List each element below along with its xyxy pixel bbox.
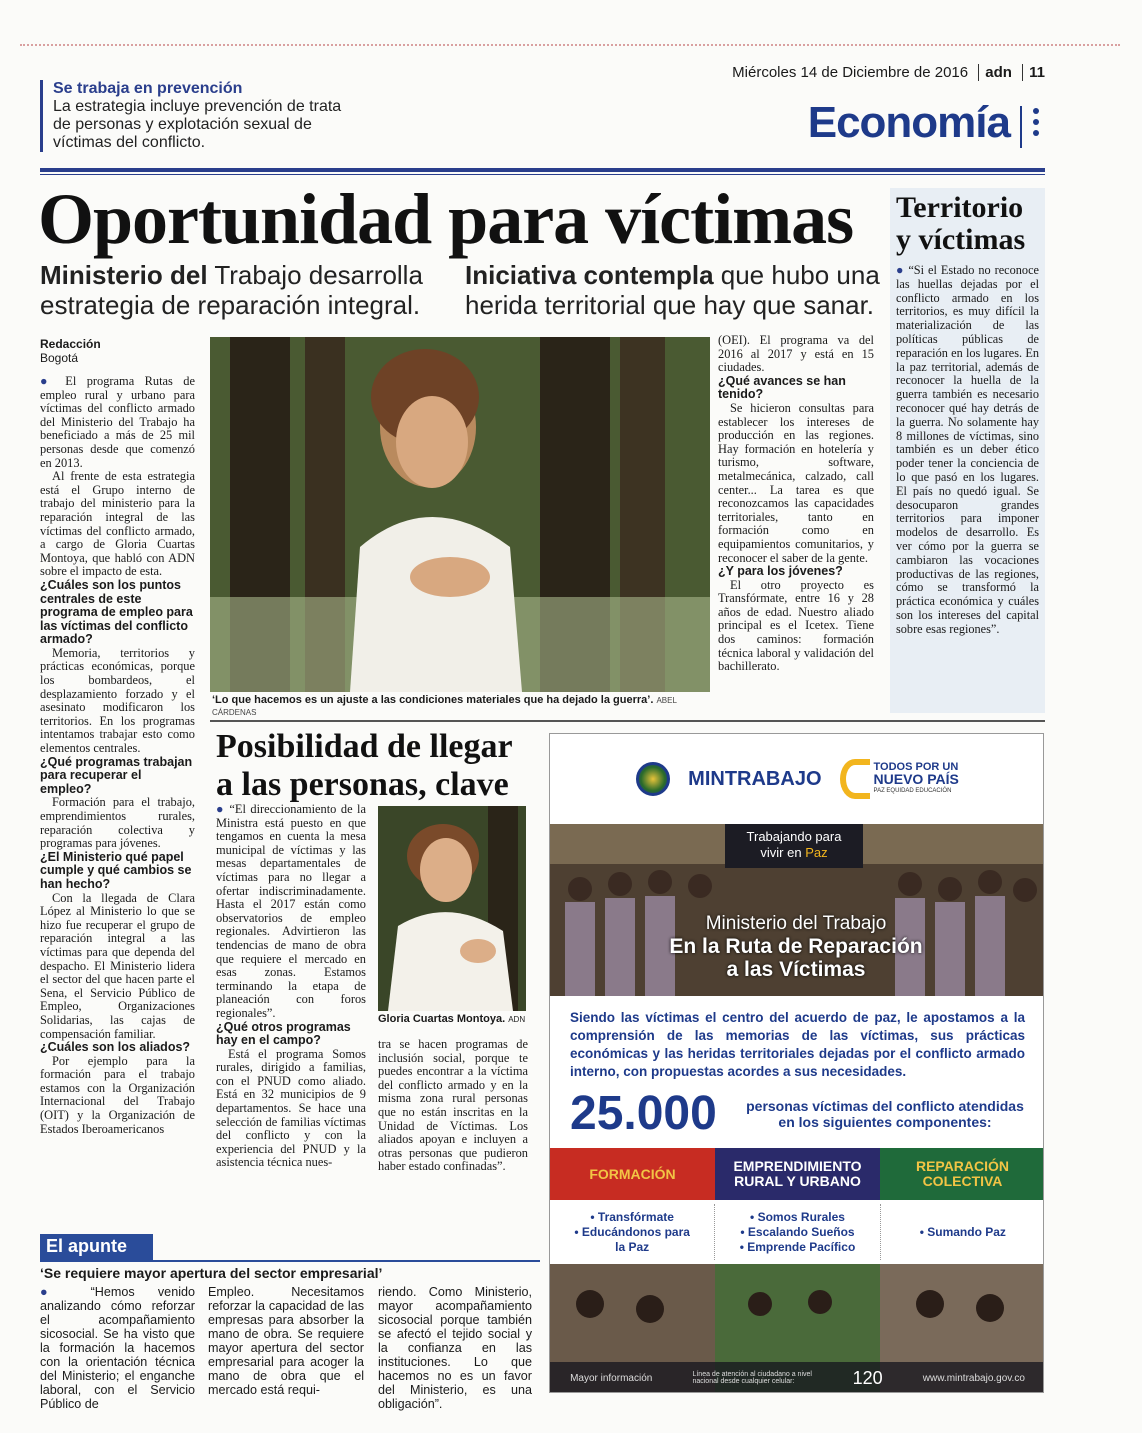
list-item: • Emprende Pacífico — [739, 1239, 856, 1254]
apunte-title: ‘Se requiere mayor apertura del sector empresarial’ — [40, 1265, 383, 1281]
deck-left — [40, 260, 440, 320]
interview-question: ¿Y para los jóvenes? — [718, 564, 843, 579]
headline: Oportunidad para víctimas — [38, 179, 854, 259]
sidebar-body — [896, 264, 1039, 637]
interview-question: ¿Qué programas trabajan para recuperar el empleo? — [40, 754, 193, 796]
mintrabajo-ad — [549, 733, 1044, 1393]
paragraph: Memoria, territorios y prácticas económicas, porque los bombardeos, el desplazamiento forzado y el asesinato modificaron los territorios. En los programas intentamos trabajar esto como elementos centrales. — [40, 645, 195, 756]
apunte-rule — [40, 1260, 540, 1262]
overlay-line2: En la Ruta de Reparación — [669, 935, 923, 958]
paragraph: Al frente de esta estrategia está el Grupo interno de trabajo del ministerio para la reparación integral de las víctimas del conflicto armado, a cargo de Gloria Cuartas Montoya, que habló con ADN sobre el impacto de esta. — [40, 469, 195, 579]
page-number: 11 — [1029, 64, 1045, 81]
portrait-photo — [378, 806, 526, 1011]
overlay-line3: a las Víctimas — [726, 958, 866, 981]
teaser-body: La estrategia incluye prevención de trata de personas y explotación sexual de víctimas del conflicto. — [53, 98, 342, 151]
ad-number-text: personas víctimas del conflicto atendidas en los siguientes componentes: — [746, 1098, 1024, 1130]
np-big: NUEVO PAÍS — [873, 771, 959, 787]
interview-question: ¿El Ministerio qué papel cumple y qué cambios se han hecho? — [40, 849, 192, 891]
byline-name: Redacción — [40, 337, 101, 351]
main-photo-caption — [212, 694, 712, 718]
paragraph: El otro proyecto es Transfórmate, entre 16 y 28 años de edad. Nuestro aliado principal es el Icetex. Tiene dos caminos: formación técnica laboral y validación del bachillerato. — [718, 577, 874, 674]
top-rule — [40, 168, 1045, 172]
paper-logo: adn — [985, 64, 1012, 81]
ad-group-photo — [550, 824, 1044, 996]
main-photo — [210, 337, 710, 692]
ad-logos — [550, 734, 1044, 824]
ad-body-text: Siendo las víctimas el centro del acuerdo de paz, le apostamos a la comprensión de las memorias de las víctimas, sus prácticas económicas y las heridas territoriales dejadas por el conflicto armado interno, con propuestas acordes a sus necesidades. — [570, 1010, 1025, 1079]
np-tag: PAZ EQUIDAD EDUCACIÓN — [873, 788, 952, 794]
list-item: • Educándonos para — [574, 1224, 690, 1239]
sidebar-box — [890, 188, 1045, 713]
paragraph: Se hicieron consultas para establecer los intereses de producción en las regiones. Hay formación en hotelería y turismo, software, metalmecánica, calzado, call center... La tarea es que reconozcamos las capacidades territoriales, tanto en formación como en equipamientos comunitarios, y reconocer el saber de la gente. — [718, 400, 874, 565]
footer-line: Línea de atención al ciudadano a nivel nacional desde cualquier celular: — [692, 1371, 812, 1385]
article2-col-b-text: tra se hacen programas de inclusión social, porque te puedes encontrar a la víctima del conflicto armado y en la misma zona rural personas que no están inscritas en la Unidad de Víctimas. Los aliados apoyan e incluyen a otras personas que pudieron haber estado confinadas”. — [378, 1038, 528, 1174]
cat-formacion: FORMACIÓN — [550, 1148, 715, 1200]
dateline — [700, 64, 1045, 84]
portrait-caption-text: Gloria Cuartas Montoya. — [378, 1013, 506, 1025]
list-item: • Escalando Sueños — [740, 1224, 855, 1239]
np-small: TODOS POR UN — [873, 761, 959, 773]
nuevo-pais-arc-icon — [840, 759, 870, 799]
overlay-line1: Ministerio del Trabajo — [705, 913, 887, 934]
deck-right — [465, 260, 885, 320]
apunte-col1-text: “Hemos venido analizando cómo reforzar el acompañamiento sicosocial. Se ha visto que la formación la hacemos con la orientación técnica del Ministerio; el enganche laboral, con el Servicio Público de — [40, 1285, 196, 1411]
ad-brand: MINTRABAJO — [688, 767, 822, 790]
section-title: Economía — [807, 98, 1010, 147]
bullet-icon: ● — [40, 375, 66, 388]
badge-line2b: Paz — [805, 845, 828, 860]
deck-right-rest: que hubo una herida territorial que hay que sanar. — [465, 260, 880, 320]
colombia-seal-icon — [636, 762, 670, 796]
caption-credit: ABEL CÁRDENAS — [212, 696, 677, 717]
badge-line1: Trabajando para — [746, 829, 842, 844]
deck-left-rest: Trabajo desarrolla estrategia de reparación integral. — [40, 260, 423, 320]
sidebar-text: “Si el Estado no reconoce las huellas dejadas por el conflicto armado en los territorios, es muy difícil la materialización de las políticas públicas de reparación en los lugares. En la paz territorial, además de reconocer la huella de la guerra también es necesario reconocer qué hay detrás de la guerra. No solamente hay 8 millones de víctimas, sino también es un deber ético poder tener la conciencia de lo que pasó en los lugares. El país no quedó igual. Se desocuparon grandes territorios para imponer modelos de desarrollo. Es ver cómo por la guerra se cambiaron las vocaciones productivas de las regiones, cómo se transformó la práctica económica y cuáles son los intereses del capital sobre esas regiones”. — [896, 263, 1039, 636]
ad-overlay-title — [620, 912, 972, 981]
list-item: • Sumando Paz — [919, 1224, 1006, 1239]
top-rule-thin — [40, 174, 1045, 175]
section-dots-icon — [1030, 108, 1042, 148]
list-item: • Somos Rurales — [750, 1209, 845, 1224]
deck-right-bold: Iniciativa contempla — [465, 260, 714, 290]
caption-text: ‘Lo que hacemos es un ajuste a las condiciones materiales que ha dejado la guerra’. — [212, 694, 654, 706]
ad-categories — [550, 1148, 1044, 1200]
interview-question: ¿Qué otros programas hay en el campo? — [216, 1019, 351, 1048]
paragraph: Está el programa Somos rurales, dirigido a familias, con el PNUD como aliado. Está en 32 municipios de 9 departamentos. Se hace una selección de familias víctimas del conflicto y con la experiencia del PNUD y la asistencia técnica nues- — [216, 1046, 366, 1170]
teaser-title: Se trabaja en prevención — [53, 80, 243, 97]
bullet-icon: ● — [216, 803, 230, 816]
portrait-caption-credit: ADN — [508, 1015, 526, 1024]
article-column-right — [718, 334, 874, 712]
apunte-column-2: Empleo. Necesitamos reforzar la capacidad de las empresas para absorber la mano de obra. Se requiere mayor apertura del sector empresarial para acoger la mano de obra que el mercado está requi- — [208, 1285, 364, 1397]
ad-program-lists — [550, 1204, 1044, 1260]
apunte-tag: El apunte — [40, 1234, 153, 1260]
footer-number: 120 — [852, 1367, 883, 1388]
deck-left-bold: Ministerio del — [40, 260, 208, 290]
paragraph: Con la llegada de Clara López al Ministerio lo que se hizo fue recuperar el grupo de reparación integral a las víctimas para que dependa del despacho. El Ministerio lidera el sector del que hacen parte el Sena, el Servicio Público de Empleo, Organizaciones Solidarias, las cajas de compensación familiar. — [40, 890, 195, 1041]
paragraph: Formación para el trabajo, emprendimientos rurales, reparación colectiva y programas para jóvenes. — [40, 795, 195, 851]
date-text: Miércoles 14 de Diciembre de 2016 — [732, 64, 969, 81]
bullet-icon: ● — [896, 263, 909, 277]
footer-web: www.mintrabajo.gov.co — [922, 1372, 1025, 1384]
byline-city: Bogotá — [40, 351, 79, 365]
nuevo-pais-logo — [840, 759, 959, 799]
article2-column-a — [216, 803, 366, 1208]
top-decorative-dots — [20, 44, 1120, 50]
bullet-icon: ● — [40, 1285, 91, 1299]
ad-big-number: 25.000 — [570, 1087, 717, 1140]
section-divider — [1020, 106, 1022, 148]
article-column-1 — [40, 375, 195, 1215]
sidebar-title: Territorio y víctimas — [896, 191, 1026, 256]
paragraph: Por ejemplo para la formación para el trabajo estamos con la Organización Internacional del Trabajo (OIT) y la Organización de Estados Iberoamericanos — [40, 1053, 195, 1136]
badge-line2a: vivir en — [760, 845, 806, 860]
ad-footer — [550, 1362, 1044, 1393]
cat-emprendimiento: EMPRENDIMIENTO RURAL Y URBANO — [715, 1148, 880, 1200]
paragraph: ● “El direccionamiento de la Ministra está puesto en que tengamos en cuenta la mesa municipal de víctimas y las mesas departamentales de víctimas para no llegar a ofertar indiscriminadamente. Hasta el 2017 están como observatorios de empleo regionales. Advirtieron las tendencias de mano de obra que requiere el mercado en esas zonas. Estamos terminando la etapa de planeación con foros regionales”. — [216, 803, 366, 1020]
secondary-headline: Posibilidad de llegar a las personas, clave — [216, 728, 512, 803]
list-formacion — [550, 1204, 715, 1260]
cat-reparacion: REPARACIÓN COLECTIVA — [880, 1148, 1044, 1200]
article2-column-b — [378, 1038, 528, 1208]
apunte-column-1 — [40, 1285, 195, 1411]
interview-question: ¿Cuáles son los puntos centrales de este programa de empleo para las víctimas del conflicto armado? — [40, 577, 193, 647]
teaser-box — [40, 80, 360, 152]
interview-question: ¿Cuáles son los aliados? — [40, 1040, 191, 1055]
paragraph: ● El programa Rutas de empleo rural y urbano para víctimas del conflicto armado del Ministerio del Trabajo ha beneficiado a más de 25 mil personas desde que comenzó en 2013. — [40, 375, 195, 470]
interview-question: ¿Qué avances se han tenido? — [718, 373, 846, 402]
footer-label: Mayor información — [570, 1372, 653, 1384]
ad-badge — [725, 824, 863, 868]
list-item: la Paz — [615, 1239, 650, 1254]
byline — [40, 337, 200, 365]
list-item: • Transfórmate — [590, 1209, 674, 1224]
list-reparacion — [881, 1204, 1044, 1260]
apunte-column-3: riendo. Como Ministerio, mayor acompañamiento sicosocial porque también se afectó el tejido social y la confianza en las instituciones. Lo que hacemos no es un favor del Ministerio, es una obligación”. — [378, 1285, 532, 1411]
list-emprendimiento — [715, 1204, 880, 1260]
portrait-caption — [378, 1013, 528, 1025]
mid-rule — [210, 720, 1045, 722]
paragraph: (OEI). El programa va del 2016 al 2017 y está en 15 ciudades. — [718, 334, 874, 375]
